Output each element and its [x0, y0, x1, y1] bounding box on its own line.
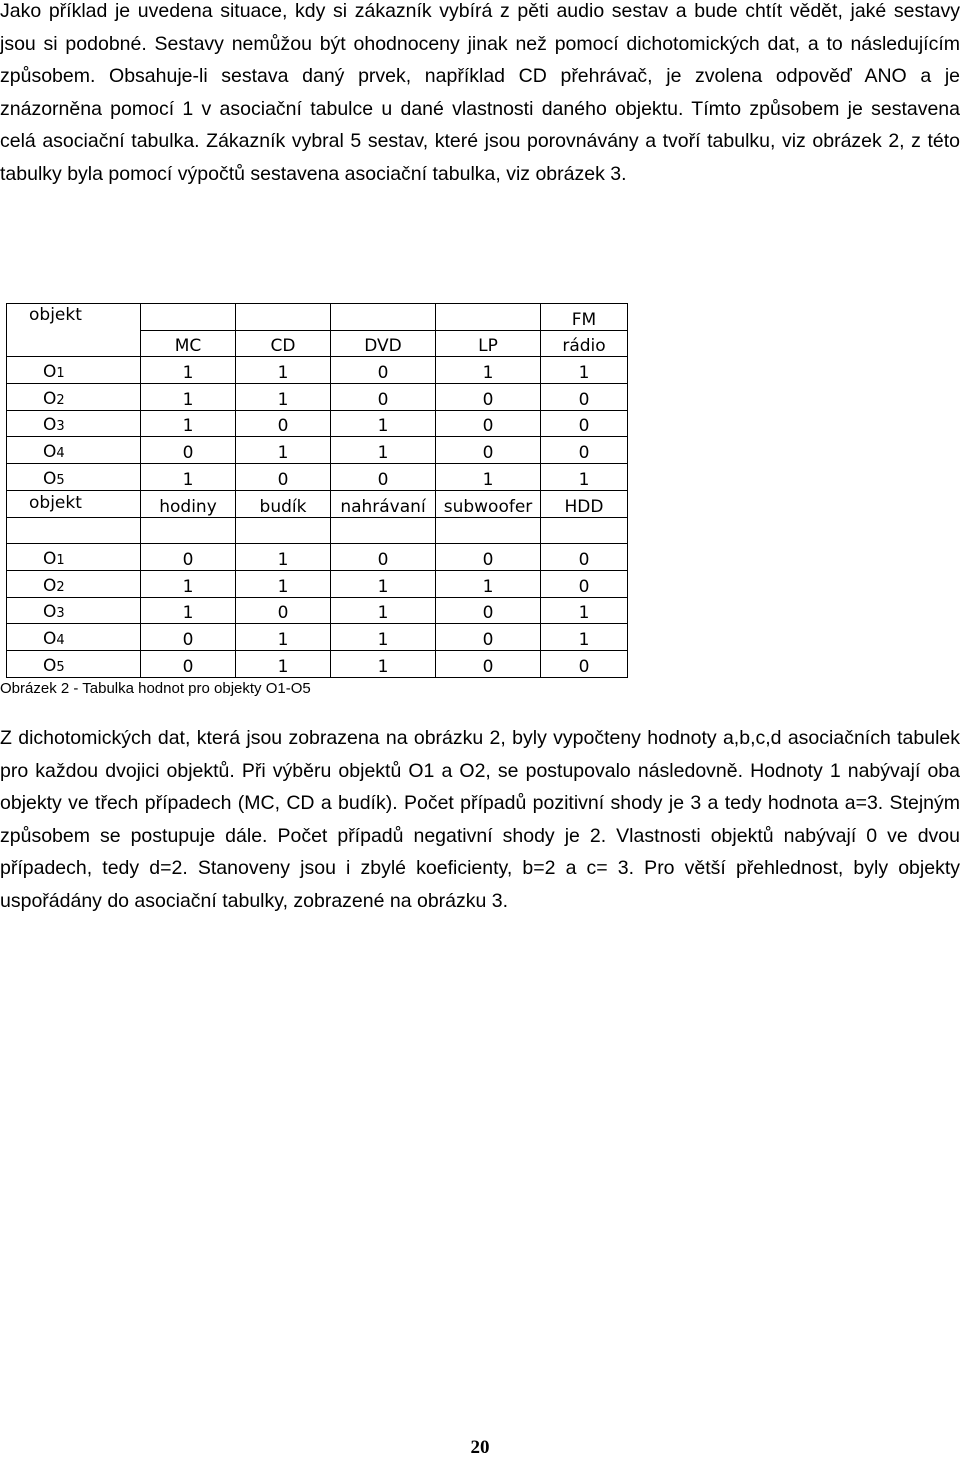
column-header-cd: CD: [236, 330, 331, 357]
value-cell: 0: [141, 437, 236, 464]
value-cell: 0: [541, 437, 628, 464]
table-row: [7, 384, 628, 411]
empty-header-cell: [141, 304, 236, 331]
value-cell: 1: [436, 464, 541, 491]
column-header-dvd: DVD: [331, 330, 436, 357]
value-cell: 0: [436, 624, 541, 651]
object-id-cell: O2: [7, 384, 141, 411]
value-cell: 0: [436, 437, 541, 464]
value-cell: 1: [141, 597, 236, 624]
dichotomous-data-table-figure: [6, 303, 628, 678]
value-cell: 1: [141, 384, 236, 411]
object-id-cell: O1: [7, 357, 141, 384]
column-header-subwoofer: subwoofer: [436, 490, 541, 517]
value-cell: 1: [236, 650, 331, 677]
value-cell: 1: [331, 437, 436, 464]
value-cell: 1: [541, 357, 628, 384]
empty-cell: [236, 517, 331, 544]
value-cell: 0: [436, 650, 541, 677]
table-row: [7, 544, 628, 571]
table-row: [7, 597, 628, 624]
value-cell: 0: [141, 650, 236, 677]
object-id-cell: O5: [7, 464, 141, 491]
table-row: [7, 570, 628, 597]
value-cell: 0: [331, 464, 436, 491]
empty-cell: [7, 517, 141, 544]
object-id-cell: O1: [7, 544, 141, 571]
section2-rows: [7, 544, 628, 677]
empty-cell: [141, 517, 236, 544]
value-cell: 1: [541, 624, 628, 651]
explanation-paragraph: Z dichotomických dat, která jsou zobrazena na obrázku 2, byly vypočteny hodnoty a,b,c,d asociačních tabulek pro každou dvojici objektů. Při výběru objektů O1 a O2, se postupovalo následovně. Hodnoty 1 nabývají oba objekty ve třech případech (MC, CD a budík). Počet případů pozitivní shody je 3 a tedy hodnota a=3. Stejným způsobem se postupuje dále. Počet případů negativní shody je 2. Vlastnosti objektů nabývají 0 ve dvou případech, tedy d=2. Stanoveny jsou i zbylé koeficienty, b=2 a c= 3. Pro větší přehlednost, byly objekty uspořádány do asociační tabulky, zobrazené na obrázku 3.: [0, 727, 960, 912]
value-cell: 1: [236, 384, 331, 411]
value-cell: 1: [236, 624, 331, 651]
table-row: [7, 624, 628, 651]
value-cell: 0: [331, 384, 436, 411]
value-cell: 0: [331, 357, 436, 384]
table-header-row: [7, 304, 628, 331]
object-id-cell: O4: [7, 437, 141, 464]
value-cell: 1: [141, 570, 236, 597]
value-cell: 0: [141, 544, 236, 571]
value-cell: 1: [436, 357, 541, 384]
value-cell: 0: [541, 570, 628, 597]
value-cell: 0: [541, 410, 628, 437]
object-id-cell: O5: [7, 650, 141, 677]
value-cell: 1: [236, 544, 331, 571]
section1-rows: [7, 357, 628, 490]
object-id-cell: O2: [7, 570, 141, 597]
empty-cell: [541, 517, 628, 544]
object-column-header: objekt: [7, 490, 141, 517]
column-header-nahravani: nahrávaní: [331, 490, 436, 517]
value-cell: 0: [436, 597, 541, 624]
page-number: 20: [470, 1437, 490, 1458]
value-cell: 1: [331, 570, 436, 597]
value-cell: 1: [331, 650, 436, 677]
table-header-row: [7, 490, 628, 517]
column-header-radio: rádio: [541, 330, 628, 357]
object-id-cell: O4: [7, 624, 141, 651]
value-cell: 0: [541, 544, 628, 571]
value-cell: 0: [236, 464, 331, 491]
value-cell: 1: [331, 624, 436, 651]
empty-cell: [331, 517, 436, 544]
table-row: [7, 357, 628, 384]
value-cell: 1: [236, 570, 331, 597]
value-cell: 0: [236, 597, 331, 624]
figure-caption: Obrázek 2 - Tabulka hodnot pro objekty O1-O5: [0, 680, 311, 697]
column-header-lp: LP: [436, 330, 541, 357]
table-row: [7, 464, 628, 491]
table-row: [7, 410, 628, 437]
value-cell: 1: [141, 410, 236, 437]
object-id-cell: O3: [7, 597, 141, 624]
column-header-budik: budík: [236, 490, 331, 517]
object-id-cell: O3: [7, 410, 141, 437]
value-cell: 1: [141, 464, 236, 491]
empty-cell: [436, 517, 541, 544]
value-cell: 0: [436, 544, 541, 571]
empty-header-cell: [331, 304, 436, 331]
column-header-hdd: HDD: [541, 490, 628, 517]
value-cell: 1: [331, 597, 436, 624]
value-cell: 1: [541, 464, 628, 491]
value-cell: 0: [236, 410, 331, 437]
intro-paragraph: Jako příklad je uvedena situace, kdy si zákazník vybírá z pěti audio sestav a bude chtít vědět, jaké sestavy jsou si podobné. Sestavy nemůžou být ohodnoceny jinak než pomocí dichotomických dat, a to následujícím způsobem. Obsahuje-li sestava daný prvek, například CD přehrávač, je zvolena odpověď ANO a je znázorněna pomocí 1 v asociační tabulce u dané vlastnosti daného objektu. Tímto způsobem je sestavena celá asociační tabulka. Zákazník vybral 5 sestav, které jsou porovnávány a tvoří tabulku, viz obrázek 2, z této tabulky byla pomocí výpočtů sestavena asociační tabulka, viz obrázek 3.: [0, 0, 960, 185]
empty-header-cell: [436, 304, 541, 331]
dichotomous-data-table: [6, 303, 628, 678]
empty-header-cell: [236, 304, 331, 331]
object-column-header: objekt: [7, 304, 141, 357]
value-cell: 1: [141, 357, 236, 384]
fm-header-prefix: FM: [541, 304, 628, 331]
column-header-mc: MC: [141, 330, 236, 357]
table-row: [7, 437, 628, 464]
value-cell: 0: [436, 384, 541, 411]
value-cell: 0: [436, 410, 541, 437]
value-cell: 1: [541, 597, 628, 624]
column-header-hodiny: hodiny: [141, 490, 236, 517]
value-cell: 1: [236, 437, 331, 464]
value-cell: 1: [331, 410, 436, 437]
empty-row: [7, 517, 628, 544]
table-row: [7, 650, 628, 677]
value-cell: 0: [541, 650, 628, 677]
value-cell: 1: [236, 357, 331, 384]
value-cell: 0: [331, 544, 436, 571]
value-cell: 0: [541, 384, 628, 411]
value-cell: 1: [436, 570, 541, 597]
value-cell: 0: [141, 624, 236, 651]
